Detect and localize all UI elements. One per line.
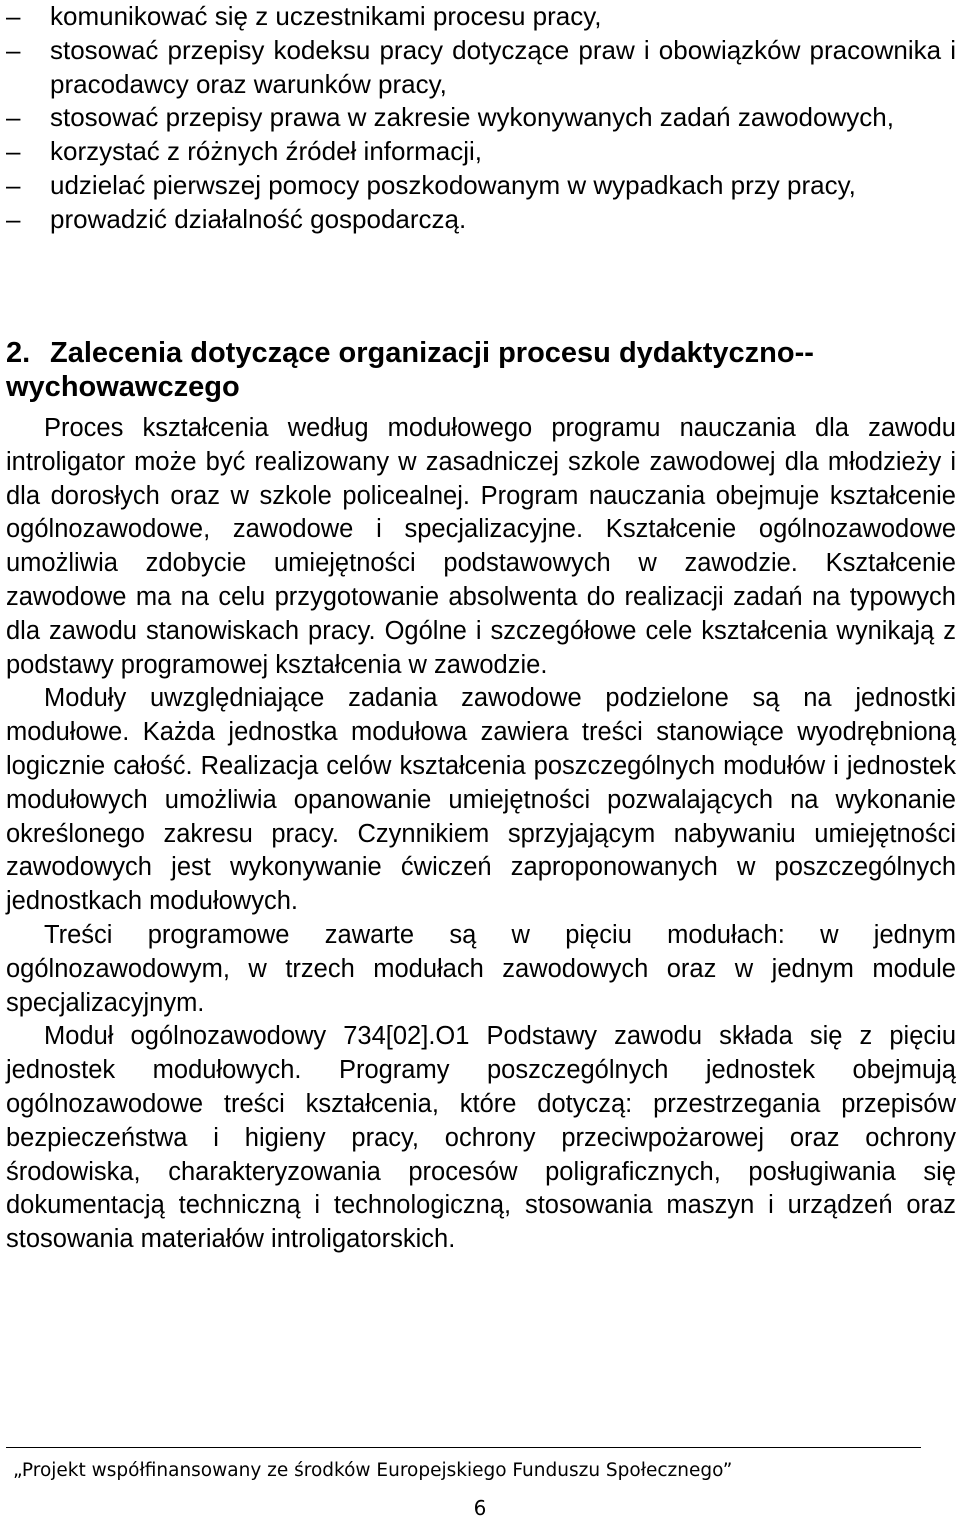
page-number: 6 xyxy=(473,1496,487,1520)
footer-divider xyxy=(6,1447,921,1448)
section-title: Zalecenia dotyczące organizacji procesu dydaktyczno--wychowawczego xyxy=(6,337,814,403)
dash-marker: – xyxy=(6,203,21,234)
dash-marker: – xyxy=(6,136,21,167)
paragraph: Proces kształcenia według modułowego programu nauczania dla zawodu introligator może być realizowany w zasadniczej szkole zawodowej dla młodzieży i dla dorosłych oraz w szkole policealnej. Program nauczania obejmuje kształcenie ogólnozawodowe, zawodowe i specjalizacyjne. Kształcenie ogólnozawodowe umożliwia zdobycie umiejętności podstawowych w zawodzie. Kształcenie zawodowe ma na celu przygotowanie absolwenta do realizacji zadań na typowych dla zawodu stanowiskach pracy. Ogólne i szczegółowe cele kształcenia wynikają z podstawy programowej kształcenia w zawodzie. xyxy=(6,414,956,679)
document-page xyxy=(6,0,956,1254)
paragraph: Treści programowe zawarte są w pięciu modułach: w jednym ogólnozawodowym, w trzech modułach zawodowych oraz w jednym module specjalizacyjnym. xyxy=(6,920,956,1017)
list-item xyxy=(6,34,956,102)
dash-marker: – xyxy=(6,34,21,65)
list-item-text: komunikować się z uczestnikami procesu pracy, xyxy=(50,1,602,31)
paragraph: Moduł ogólnozawodowy 734[02].O1 Podstawy zawodu składa się z pięciu jednostek modułowych. Programy poszczególnych jednostek obejmują ogólnozawodowe treści kształcenia, które dotyczą: przestrzegania przepisów bezpieczeństwa i higieny pracy, ochrony przeciwpożarowej oraz ochrony środowiska, charakteryzowania procesów poligraficznych, posługiwania się dokumentacją techniczną i technologiczną, stosowania maszyn i urządzeń oraz stosowania materiałów introligatorskich. xyxy=(6,1022,956,1254)
body-text xyxy=(6,412,956,1257)
paragraph: Moduły uwzględniające zadania zawodowe podzielone są na jednostki modułowe. Każda jednostka modułowa zawiera treści stanowiące wyodrębnioną logicznie całość. Realizacja celów kształcenia poszczególnych modułów i jednostek modułowych umożliwia opanowanie umiejętności pozwalających na wykonanie określonego zakresu pracy. Czynnikiem sprzyjającym nabywaniu umiejętności zawodowych jest wykonywanie ćwiczeń zaproponowanych w poszczególnych jednostkach modułowych. xyxy=(6,684,956,916)
dash-marker: – xyxy=(6,1,21,31)
bullet-list xyxy=(6,0,956,237)
dash-marker: – xyxy=(6,102,21,133)
section-heading xyxy=(6,336,956,404)
list-item-text: udzielać pierwszej pomocy poszkodowanym w wypadkach przy pracy, xyxy=(50,169,856,200)
list-item xyxy=(6,0,956,34)
list-item-text: korzystać z różnych źródeł informacji, xyxy=(50,136,483,167)
footer-note: „Projekt współfinansowany ze środków Europejskiego Funduszu Społecznego” xyxy=(13,1460,733,1481)
section-number: 2. xyxy=(6,337,31,369)
list-item-text: stosować przepisy kodeksu pracy dotyczące praw i obowiązków pracownika i pracodawcy oraz warunków pracy, xyxy=(50,34,956,99)
list-item xyxy=(6,169,956,203)
dash-marker: – xyxy=(6,169,21,200)
list-item-text: stosować przepisy prawa w zakresie wykonywanych zadań zawodowych, xyxy=(50,102,894,133)
list-item xyxy=(6,101,956,135)
list-item xyxy=(6,135,956,169)
list-item xyxy=(6,203,956,237)
list-item-text: prowadzić działalność gospodarczą. xyxy=(50,203,467,234)
